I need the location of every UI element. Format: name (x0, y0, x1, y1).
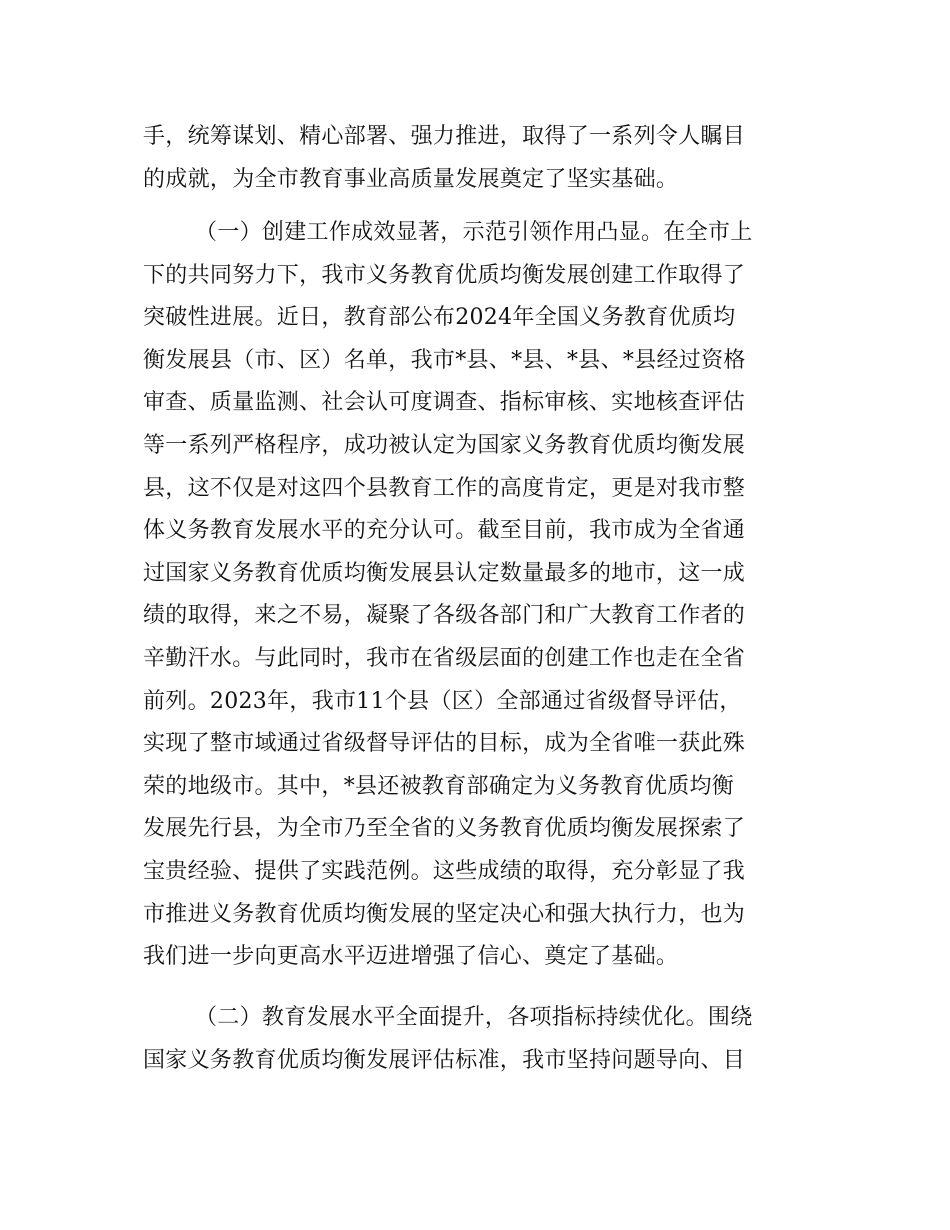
text-line: 突破性进展。近日，教育部公布2024年全国义务教育优质均 (143, 305, 736, 331)
text-line: 荣的地级市。其中，*县还被教育部确定为义务教育优质均衡 (143, 773, 735, 799)
text-line: 我们进一步向更高水平迈进增强了信心、奠定了基础。 (143, 944, 679, 970)
text-line: 绩的取得，来之不易，凝聚了各级各部门和广大教育工作者的 (143, 603, 746, 629)
text-line: 发展先行县，为全市乃至全省的义务教育优质均衡发展探索了 (143, 816, 746, 842)
text-line: 市推进义务教育优质均衡发展的坚定决心和强大执行力，也为 (143, 901, 746, 927)
text-line: 体义务教育发展水平的充分认可。截至目前，我市成为全省通 (143, 518, 746, 544)
text-line: 实现了整市域通过省级督导评估的目标，成为全省唯一获此殊 (143, 731, 746, 757)
section-heading-line: （一）创建工作成效显著，示范引领作用凸显。在全市上 (195, 220, 753, 245)
text-line: 过国家义务教育优质均衡发展县认定数量最多的地市，这一成 (143, 560, 746, 586)
text-line: 衡发展县（市、区）名单，我市*县、*县、*县、*县经过资格 (143, 347, 746, 373)
section-heading-line: （二）教育发展水平全面提升，各项指标持续优化。围绕 (195, 1005, 753, 1030)
paragraph-section-two (143, 997, 811, 1082)
text-line: 国家义务教育优质均衡发展评估标准，我市坚持问题导向、目 (143, 1047, 746, 1073)
paragraph-section-one (143, 212, 811, 979)
text-line: 手，统筹谋划、精心部署、强力推进，取得了一系列令人瞩目 (143, 124, 746, 149)
text-line: 前列。2023年，我市11个县（区）全部通过省级督导评估， (143, 688, 742, 714)
text-line: 审查、质量监测、社会认可度调查、指标审核、实地核查评估 (143, 390, 746, 416)
paragraph-continuation (143, 116, 811, 201)
text-line: 县，这不仅是对这四个县教育工作的高度肯定，更是对我市整 (143, 475, 746, 501)
text-line: 下的共同努力下，我市义务教育优质均衡发展创建工作取得了 (143, 262, 746, 288)
text-line: 等一系列严格程序，成功被认定为国家义务教育优质均衡发展 (143, 432, 746, 458)
text-line: 的成就，为全市教育事业高质量发展奠定了坚实基础。 (143, 166, 679, 192)
text-line: 宝贵经验、提供了实践范例。这些成绩的取得，充分彰显了我 (143, 858, 746, 884)
text-line: 辛勤汗水。与此同时，我市在省级层面的创建工作也走在全省 (143, 645, 746, 671)
